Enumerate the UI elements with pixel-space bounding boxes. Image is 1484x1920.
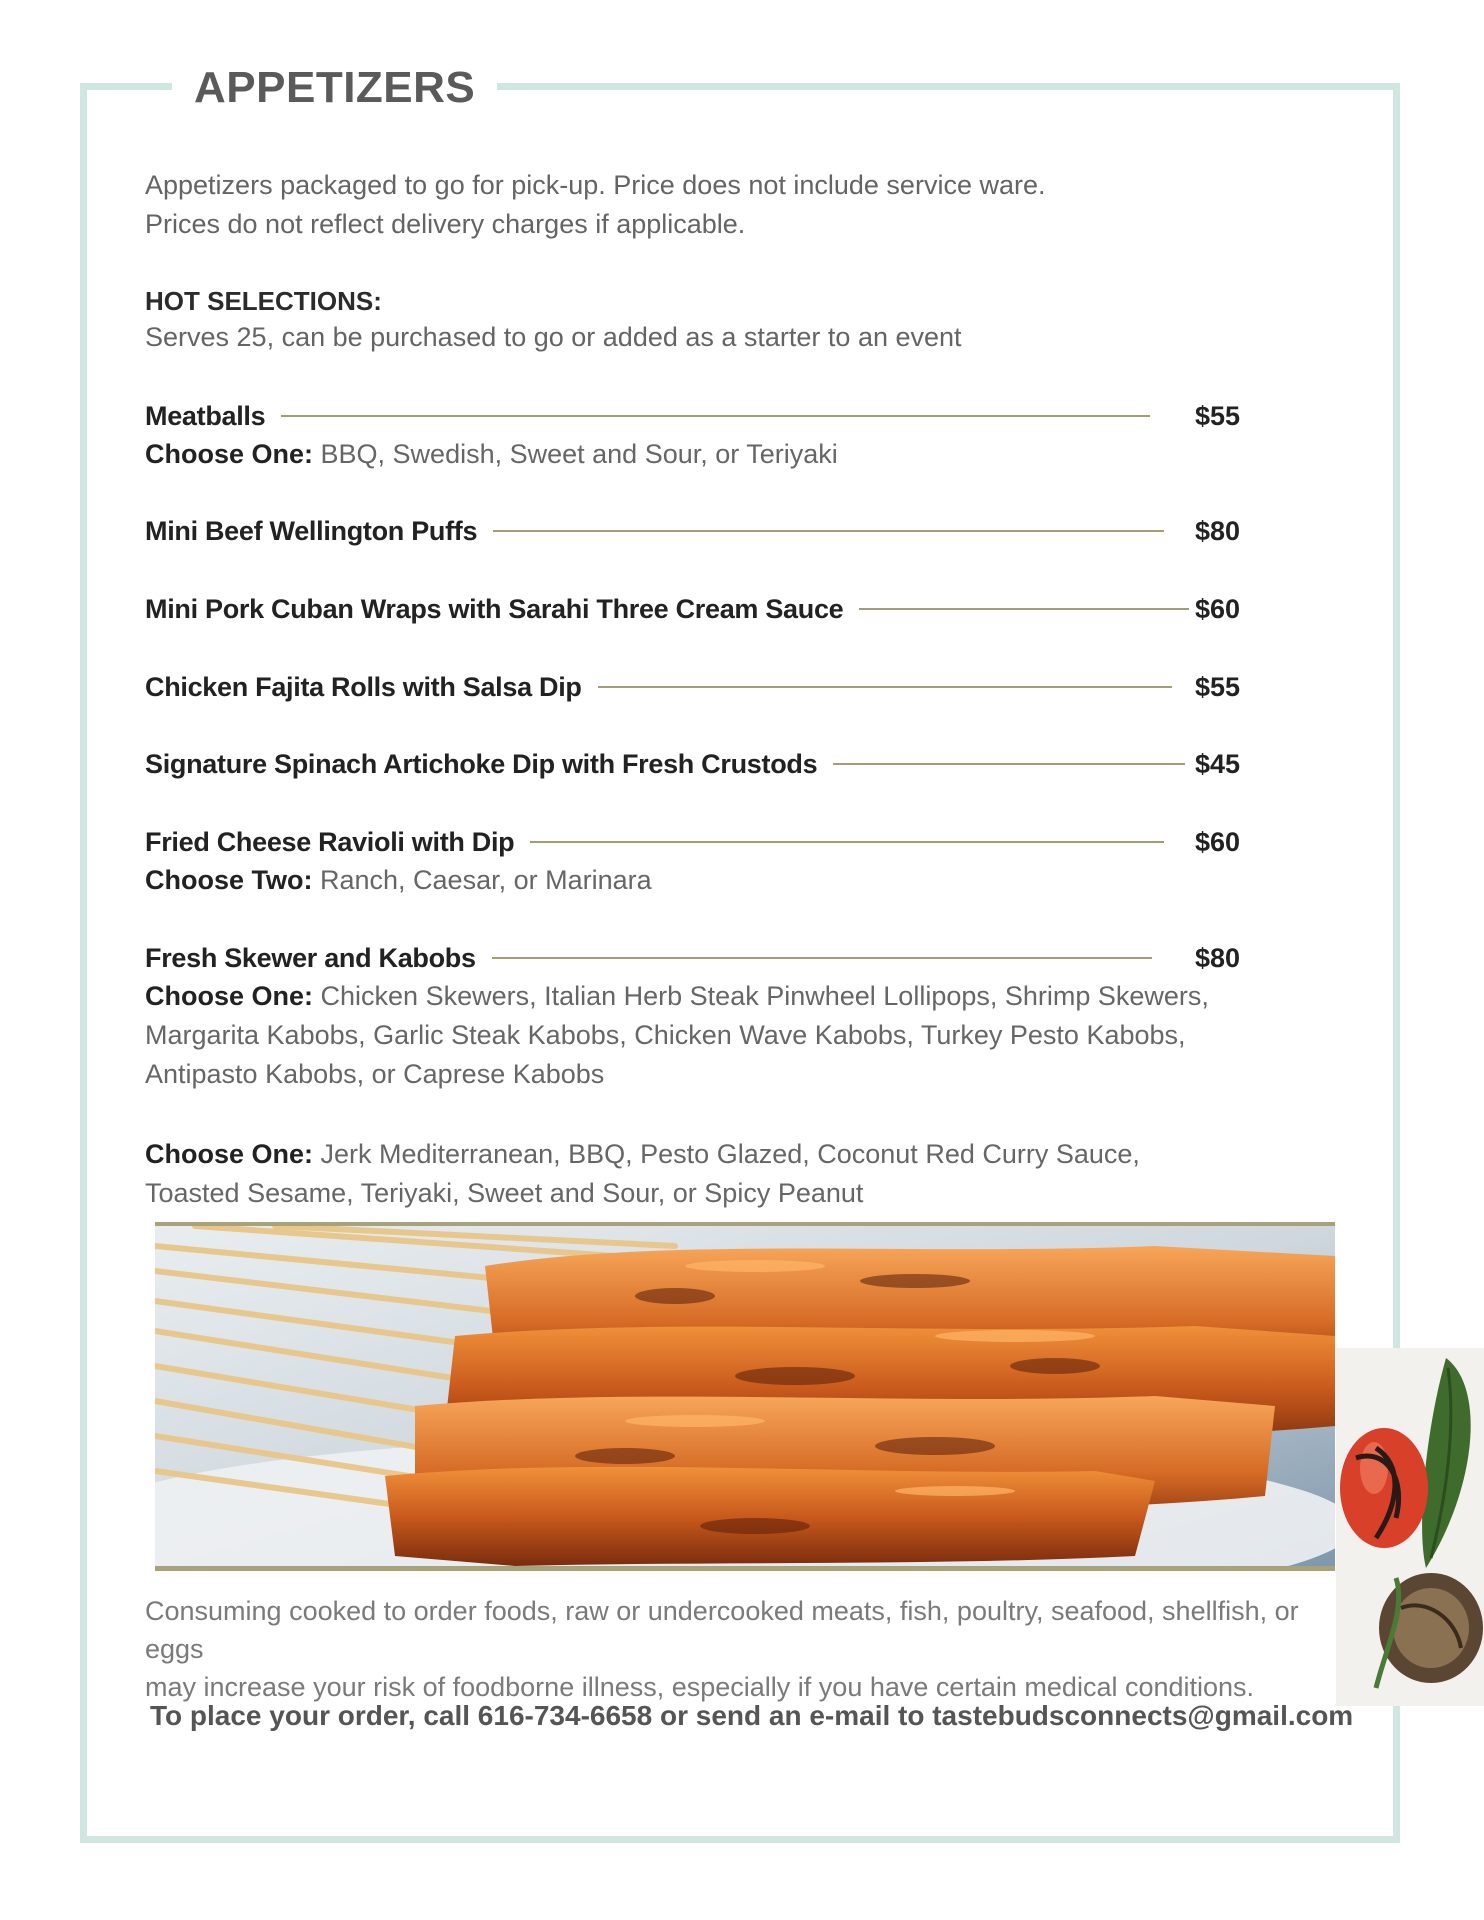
sauce-line-2: Toasted Sesame, Teriyaki, Sweet and Sour, or Spicy Peanut <box>145 1178 864 1208</box>
disclaimer-line-2: may increase your risk of foodborne illness, especially if you have certain medical conditions. <box>145 1672 1255 1702</box>
item-name: Signature Spinach Artichoke Dip with Fresh Crustods <box>145 748 818 779</box>
option-label: Choose Two: <box>145 865 313 895</box>
option-label: Choose One: <box>145 439 314 469</box>
menu-item-pork-cuban-wraps <box>145 590 1245 628</box>
item-price: $60 <box>1195 594 1241 624</box>
item-name: Mini Pork Cuban Wraps with Sarahi Three Cream Sauce <box>145 593 844 624</box>
leader-line <box>859 608 1189 610</box>
item-options-line-3: Antipasto Kabobs, or Caprese Kabobs <box>145 1059 605 1089</box>
intro-line-2: Prices do not reflect delivery charges if applicable. <box>145 209 746 239</box>
garnish-illustration <box>1336 1348 1484 1706</box>
item-price: $80 <box>1195 943 1241 973</box>
option-text: Chicken Skewers, Italian Herb Steak Pinwheel Lollipops, Shrimp Skewers, <box>313 981 1209 1011</box>
item-price: $55 <box>1195 401 1241 431</box>
leader-line <box>833 763 1185 765</box>
menu-item-fried-cheese-ravioli <box>145 823 1245 900</box>
title-wrapper <box>172 60 497 116</box>
leader-line <box>493 530 1164 532</box>
item-price: $45 <box>1195 749 1241 779</box>
leader-line <box>598 686 1172 688</box>
skewers-photo <box>155 1222 1335 1571</box>
option-text: BBQ, Swedish, Sweet and Sour, or Teriyaki <box>313 439 838 469</box>
item-options <box>145 435 1245 474</box>
item-name: Chicken Fajita Rolls with Salsa Dip <box>145 671 582 702</box>
item-price: $80 <box>1195 516 1241 546</box>
item-name: Mini Beef Wellington Puffs <box>145 515 478 546</box>
skewers-illustration <box>155 1226 1335 1566</box>
sauce-choice <box>145 1135 1245 1213</box>
item-name: Fried Cheese Ravioli with Dip <box>145 826 515 857</box>
item-options <box>145 861 1245 900</box>
order-contact-line: To place your order, call 616-734-6658 or send an e-mail to tastebudsconnects@gmail.com <box>150 1700 1354 1731</box>
item-options <box>145 977 1245 1016</box>
section-heading: HOT SELECTIONS: <box>145 286 382 316</box>
item-price: $55 <box>1195 672 1241 702</box>
leader-line <box>281 415 1150 417</box>
option-label: Choose One: <box>145 1139 314 1169</box>
leader-line <box>492 957 1152 959</box>
option-text: Ranch, Caesar, or Marinara <box>312 865 652 895</box>
menu-item-spinach-artichoke-dip <box>145 745 1245 783</box>
option-text: Jerk Mediterranean, BBQ, Pesto Glazed, Coconut Red Curry Sauce, <box>313 1139 1140 1169</box>
menu-item-meatballs <box>145 397 1245 474</box>
menu-item-skewer-kabobs <box>145 939 1245 1094</box>
item-name: Meatballs <box>145 400 266 431</box>
item-price: $60 <box>1195 827 1241 857</box>
intro-line-1: Appetizers packaged to go for pick-up. Price does not include service ware. <box>145 170 1046 200</box>
item-options-line-2: Margarita Kabobs, Garlic Steak Kabobs, Chicken Wave Kabobs, Turkey Pesto Kabobs, <box>145 1020 1186 1050</box>
food-safety-disclaimer <box>145 1592 1345 1706</box>
section-subheading: Serves 25, can be purchased to go or added as a starter to an event <box>145 322 962 352</box>
page-title: APPETIZERS <box>194 63 476 112</box>
intro-text <box>145 166 1245 244</box>
sauce-line-1 <box>145 1135 1245 1174</box>
option-label: Choose One: <box>145 981 314 1011</box>
leader-line <box>530 841 1164 843</box>
disclaimer-line-1: Consuming cooked to order foods, raw or undercooked meats, fish, poultry, seafood, shellfish, or eggs <box>145 1596 1299 1664</box>
menu-item-chicken-fajita-rolls <box>145 668 1245 706</box>
item-name: Fresh Skewer and Kabobs <box>145 942 476 973</box>
menu-item-beef-wellington <box>145 512 1245 550</box>
side-garnish-photo <box>1336 1348 1484 1706</box>
